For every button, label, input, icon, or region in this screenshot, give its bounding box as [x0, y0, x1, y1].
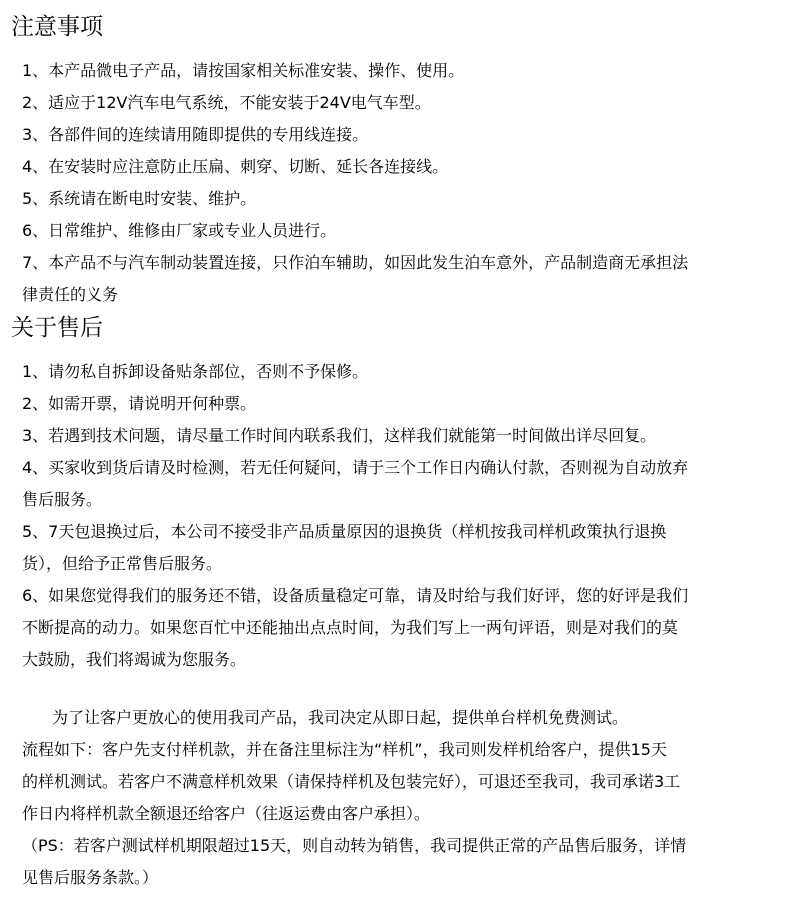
note-line: （PS：若客户测试样机期限超过15天，则自动转为销售，我司提供正常的产品售后服务，详情 [22, 836, 687, 855]
sample-test-note [22, 702, 774, 894]
list-item [22, 151, 772, 183]
list-item-line: 2、如需开票，请说明开何种票。 [22, 394, 257, 413]
list-item [22, 356, 774, 388]
list-item-line: 律责任的义务 [22, 285, 119, 304]
list-item [22, 580, 774, 676]
list-item-line: 4、在安装时应注意防止压扁、刺穿、切断、延长各连接线。 [22, 157, 449, 176]
list-item-line: 6、日常维护、维修由厂家或专业人员进行。 [22, 221, 337, 240]
list-item [22, 247, 772, 311]
list-item-line: 5、7天包退换过后，本公司不接受非产品质量原因的退换货（样机按我司样机政策执行退换 [22, 522, 667, 541]
list-item-line: 不断提高的动力。如果您百忙中还能抽出点点时间，为我们写上一两句评语，则是对我们的莫 [22, 618, 679, 637]
list-item [22, 452, 774, 516]
note-line: 见售后服务条款。） [22, 868, 159, 887]
list-item-line: 7、本产品不与汽车制动装置连接，只作泊车辅助，如因此发生泊车意外，产品制造商无承担法 [22, 253, 689, 272]
after-sales-list [22, 356, 774, 676]
list-item-line: 3、若遇到技术问题，请尽量工作时间内联系我们，这样我们就能第一时间做出详尽回复。 [22, 426, 657, 445]
list-item-line: 5、系统请在断电时安装、维护。 [22, 189, 257, 208]
list-item [22, 420, 774, 452]
list-item [22, 119, 772, 151]
note-line: 的样机测试。若客户不满意样机效果（请保持样机及包装完好），可退还至我司，我司承诺3工 [22, 772, 681, 791]
section-title-notes: 注意事项 [11, 14, 103, 40]
list-item-line: 货），但给予正常售后服务。 [22, 554, 223, 573]
list-item [22, 388, 774, 420]
list-item-line: 3、各部件间的连续请用随即提供的专用线连接。 [22, 125, 369, 144]
section-title-after-sales: 关于售后 [11, 315, 103, 341]
list-item [22, 183, 772, 215]
list-item-line: 1、请勿私自拆卸设备贴条部位，否则不予保修。 [22, 362, 369, 381]
list-item-line: 1、本产品微电子产品，请按国家相关标准安装、操作、使用。 [22, 61, 465, 80]
note-intro: 为了让客户更放心的使用我司产品，我司决定从即日起，提供单台样机免费测试。 [52, 708, 629, 727]
list-item-line: 6、如果您觉得我们的服务还不错，设备质量稳定可靠，请及时给与我们好评，您的好评是我们 [22, 586, 689, 605]
list-item [22, 55, 772, 87]
note-line: 作日内将样机款全额退还给客户（往返运费由客户承担）。 [22, 804, 431, 823]
list-item-line: 4、买家收到货后请及时检测，若无任何疑问，请于三个工作日内确认付款，否则视为自动放弃 [22, 458, 689, 477]
list-item-line: 2、适应于12V汽车电气系统，不能安装于24V电气车型。 [22, 93, 431, 112]
list-item [22, 516, 774, 580]
note-line: 流程如下：客户先支付样机款，并在备注里标注为“样机”，我司则发样机给客户，提供15天 [22, 740, 667, 759]
list-item [22, 87, 772, 119]
list-item-line: 售后服务。 [22, 490, 103, 509]
notes-list [22, 55, 772, 311]
list-item-line: 大鼓励，我们将竭诚为您服务。 [22, 650, 247, 669]
list-item [22, 215, 772, 247]
